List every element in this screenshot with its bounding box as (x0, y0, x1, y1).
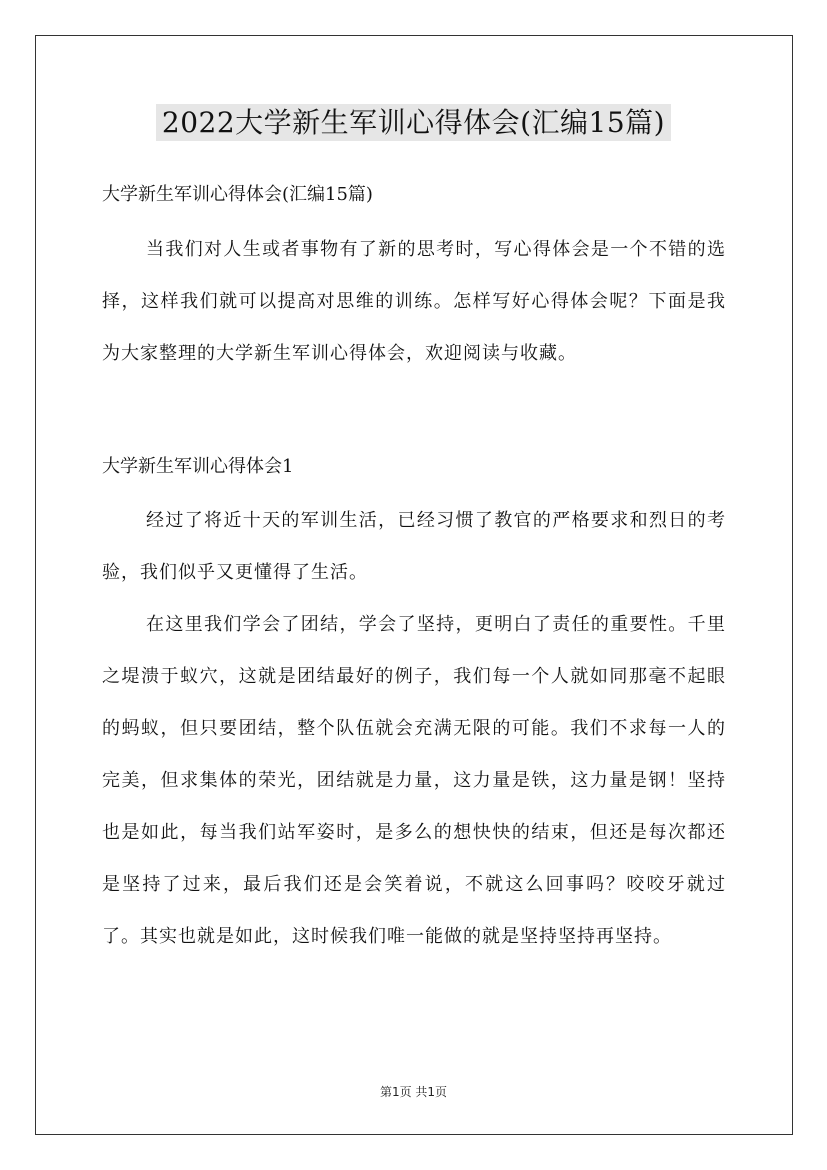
document-subtitle: 大学新生军训心得体会(汇编15篇) (102, 184, 373, 205)
document-title-text: 2022大学新生军训心得体会(汇编15篇) (156, 104, 671, 141)
body-paragraph-2: 在这里我们学会了团结，学会了坚持，更明白了责任的重要性。千里之堤溃于蚁穴，这就是团结最好的例子，我们每一个人就如同那毫不起眼的蚂蚁，但只要团结，整个队伍就会充满无限的可能。我们不求每一人的完美，但求集体的荣光，团结就是力量，这力量是铁，这力量是钢！坚持也是如此，每当我们站军姿时，是多么的想快快的结束，但还是每次都还是坚持了过来，最后我们还是会笑着说，不就这么回事吗？咬咬牙就过了。其实也就是如此，这时候我们唯一能做的就是坚持坚持再坚持。 (102, 614, 726, 947)
body-paragraph-block-1 (102, 495, 726, 599)
section-heading: 大学新生军训心得体会1 (102, 456, 294, 477)
body-paragraph-1: 经过了将近十天的军训生活，已经习惯了教官的严格要求和烈日的考验，我们似乎又更懂得了生活。 (102, 510, 726, 583)
intro-paragraph-block (102, 224, 726, 380)
intro-paragraph: 当我们对人生或者事物有了新的思考时，写心得体会是一个不错的选择，这样我们就可以提高对思维的训练。怎样写好心得体会呢？下面是我为大家整理的大学新生军训心得体会，欢迎阅读与收藏。 (102, 239, 726, 364)
body-paragraph-block-2 (102, 599, 726, 963)
page-footer: 第1页 共1页 (379, 1085, 448, 1099)
document-title (0, 100, 827, 146)
